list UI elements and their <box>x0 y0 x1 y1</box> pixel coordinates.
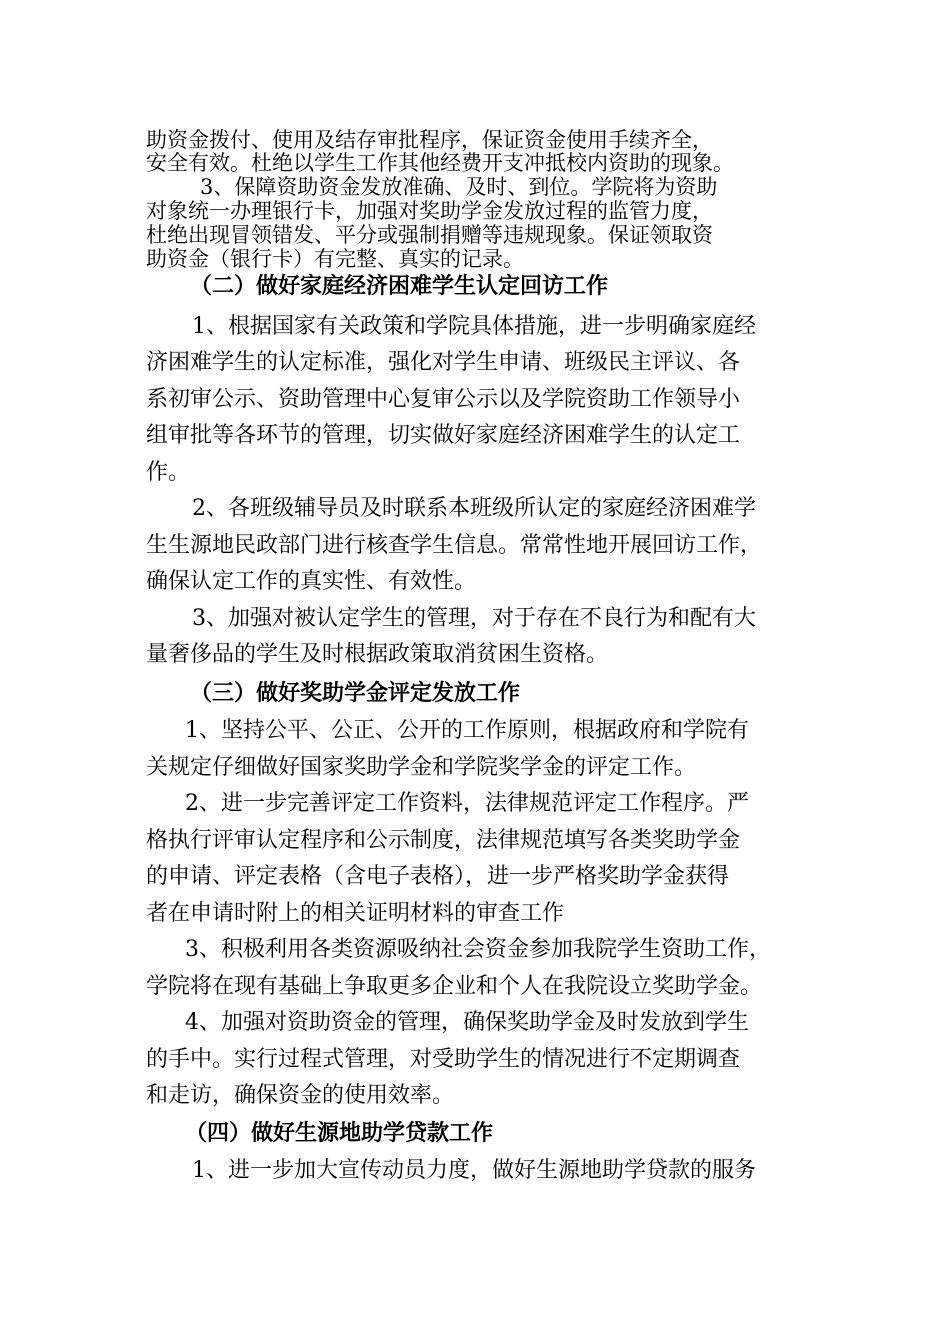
paragraph-line: 确保认定工作的真实性、有效性。 <box>146 569 477 594</box>
paragraph-line: 4、加强对资助资金的管理，确保奖助学金及时发放到学生 <box>185 1010 749 1035</box>
paragraph-line: 2、进一步完善评定工作资料，法律规范评定工作程序。严 <box>185 791 749 816</box>
paragraph-line: 助资金拨付、使用及结存审批程序，保证资金使用手续齐全， <box>146 128 713 152</box>
section-heading: （二）做好家庭经济困难学生认定回访工作 <box>190 273 609 299</box>
paragraph-line: 1、坚持公平、公正、公开的工作原则，根据政府和学院有 <box>185 718 749 743</box>
paragraph-line: 的申请、评定表格（含电子表格），进一步严格奖助学金获得 <box>146 864 730 889</box>
paragraph-line: 济困难学生的认定标准，强化对学生申请、班级民主评议、各 <box>146 350 741 375</box>
paragraph-line: 3、加强对被认定学生的管理，对于存在不良行为和配有大 <box>192 606 756 631</box>
paragraph-line: 2、各班级辅导员及时联系本班级所认定的家庭经济困难学 <box>192 496 756 521</box>
paragraph-line: 的手中。实行过程式管理，对受助学生的情况进行不定期调查 <box>146 1047 741 1072</box>
paragraph-line: 者在申请时附上的相关证明材料的审查工作 <box>146 901 565 926</box>
paragraph-line: 助资金（银行卡）有完整、真实的记录。 <box>146 247 524 271</box>
paragraph-line: 杜绝出现冒领错发、平分或强制捐赠等违规现象。保证领取资 <box>146 223 713 247</box>
section-heading: （四）做好生源地助学贷款工作 <box>185 1120 494 1146</box>
paragraph-line: 和走访，确保资金的使用效率。 <box>146 1083 455 1108</box>
paragraph-line: 1、进一步加大宣传动员力度，做好生源地助学贷款的服务 <box>192 1158 756 1183</box>
paragraph-line: 系初审公示、资助管理中心复审公示以及学院资助工作领导小 <box>146 387 741 412</box>
section-heading: （三）做好奖助学金评定发放工作 <box>190 680 521 706</box>
paragraph-line: 1、根据国家有关政策和学院具体措施，进一步明确家庭经 <box>192 314 756 339</box>
paragraph-line: 3、保障资助资金发放准确、及时、到位。学院将为资助 <box>200 175 718 199</box>
paragraph-line: 安全有效。杜绝以学生工作其他经费开支冲抵校内资助的现象。 <box>146 151 734 175</box>
paragraph-line: 对象统一办理银行卡，加强对奖助学金发放过程的监管力度， <box>146 199 713 223</box>
paragraph-line: 作。 <box>146 460 191 485</box>
paragraph-line: 关规定仔细做好国家奖助学金和学院奖学金的评定工作。 <box>146 755 697 780</box>
paragraph-line: 组审批等各环节的管理，切实做好家庭经济困难学生的认定工 <box>146 423 741 448</box>
paragraph-line: 生生源地民政部门进行核查学生信息。常常性地开展回访工作， <box>146 533 763 558</box>
paragraph-line: 学院将在现有基础上争取更多企业和个人在我院设立奖助学金。 <box>146 974 763 999</box>
paragraph-line: 3、积极利用各类资源吸纳社会资金参加我院学生资助工作， <box>185 937 771 962</box>
paragraph-line: 量奢侈品的学生及时根据政策取消贫困生资格。 <box>146 642 609 667</box>
paragraph-line: 格执行评审认定程序和公示制度，法律规范填写各类奖助学金 <box>146 828 741 853</box>
